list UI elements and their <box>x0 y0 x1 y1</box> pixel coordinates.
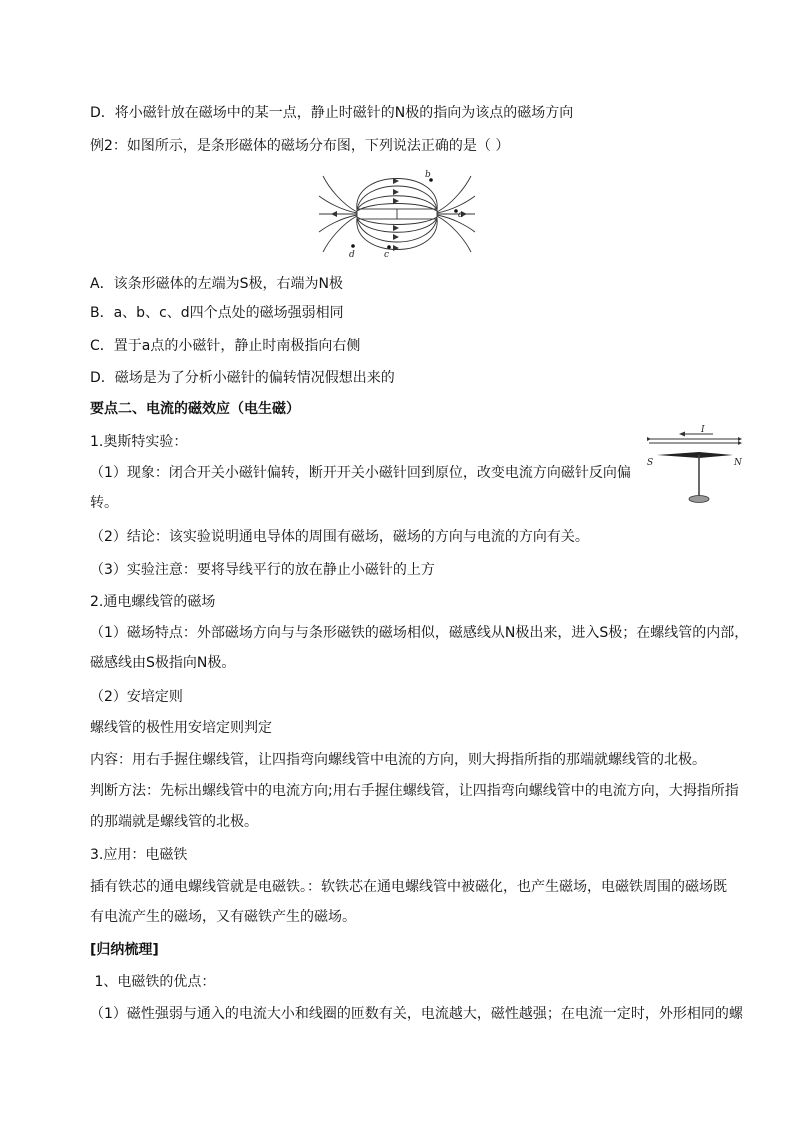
solenoid-heading: 2.通电螺线管的磁场 <box>90 594 216 610</box>
north-pole-label: N <box>734 458 742 468</box>
phenomenon-line-1: （1）现象：闭合开关小磁针偏转，断开开关小磁针回到原位，改变电流方向磁针反向偏 <box>90 465 631 481</box>
compass-needle <box>657 452 733 458</box>
option-b: B．a、b、c、d四个点处的磁场强弱相同 <box>90 305 344 321</box>
conclusion-line: （2）结论：该实验说明通电导体的周围有磁场，磁场的方向与电流的方向有关。 <box>90 529 589 545</box>
content-line: 内容：用右手握住螺线管，让四指弯向螺线管中电流的方向，则大拇指所指的那端就螺线管的北极。 <box>90 752 706 768</box>
oersted-heading: 1.奥斯特实验： <box>90 434 188 450</box>
section-heading-2: 要点二、电流的磁效应（电生磁） <box>90 401 300 417</box>
advantage-line-1: （1）磁性强弱与通入的电流大小和线圈的匝数有关，电流越大，磁性越强；在电流一定时，外形相同的螺 <box>90 1006 743 1022</box>
summary-heading: [归纳梳理] <box>90 942 159 958</box>
method-line-1: 判断方法：先标出螺线管中的电流方向;用右手握住螺线管，让四指弯向螺线管中的电流方向，大拇指所指 <box>90 783 739 799</box>
application-heading: 3.应用：电磁铁 <box>90 847 188 863</box>
polarity-line: 螺线管的极性用安培定则判定 <box>90 720 272 736</box>
point-b-label: b <box>425 170 431 180</box>
point-d-label: d <box>349 250 355 260</box>
field-feature-line-2: 磁感线由S极指向N极。 <box>90 655 236 671</box>
method-line-2: 的那端就是螺线管的北极。 <box>90 814 258 830</box>
field-feature-line-1: （1）磁场特点：外部磁场方向与与条形磁铁的磁场相似，磁感线从N极出来，进入S极；在螺线管的内部， <box>90 625 749 641</box>
option-a: A．该条形磁体的左端为S极，右端为N极 <box>90 276 343 292</box>
current-label: I <box>701 425 705 435</box>
bar-magnet-field-figure <box>317 166 477 262</box>
phenomenon-line-2: 转。 <box>90 495 118 511</box>
example-2-question: 例2：如图所示，是条形磁体的磁场分布图，下列说法正确的是（ ） <box>90 138 510 154</box>
south-pole-label: S <box>647 458 654 468</box>
electromagnet-line-2: 有电流产生的磁场，又有磁铁产生的磁场。 <box>90 909 356 925</box>
point-c-label: c <box>384 250 390 260</box>
electromagnet-line-1: 插有铁芯的通电螺线管就是电磁铁。：软铁芯在通电螺线管中被磁化，也产生磁场，电磁铁周围的磁场既 <box>90 879 727 895</box>
line-d-option: D．将小磁针放在磁场中的某一点，静止时磁针的N极的指向为该点的磁场方向 <box>90 105 574 121</box>
option-d: D．磁场是为了分析小磁针的偏转情况假想出来的 <box>90 370 395 386</box>
option-c: C．置于a点的小磁针，静止时南极指向右侧 <box>90 338 361 354</box>
point-a-label: a <box>458 210 464 220</box>
advantages-heading: 1、电磁铁的优点： <box>90 974 216 990</box>
experiment-note: （3）实验注意：要将导线平行的放在静止小磁针的上方 <box>90 562 435 578</box>
ampere-rule-heading: （2）安培定则 <box>90 689 183 705</box>
oersted-experiment-figure <box>643 425 748 507</box>
